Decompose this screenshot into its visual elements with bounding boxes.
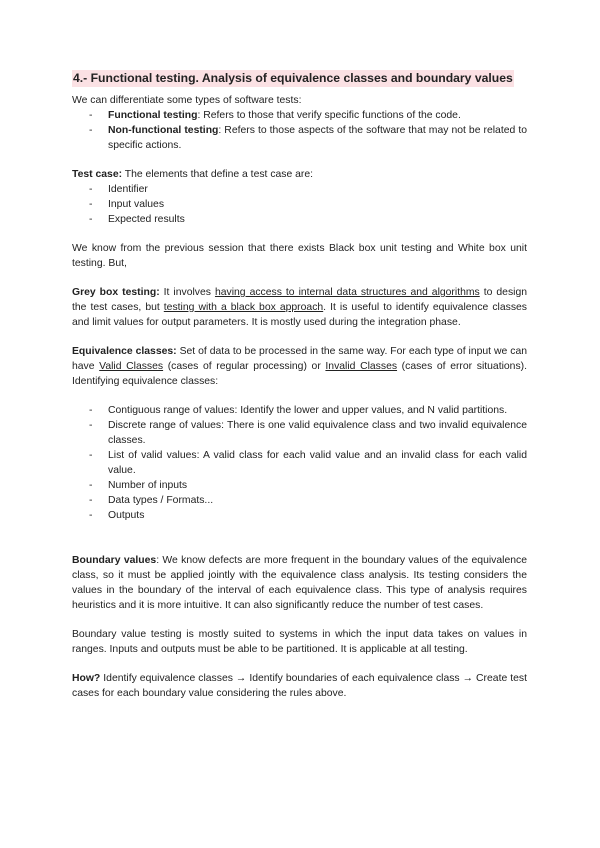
term-test-case: Test case: (72, 169, 123, 180)
invalid-classes-underlined: Invalid Classes (325, 361, 398, 372)
equivalence-list (72, 403, 527, 523)
list-item (72, 478, 527, 493)
boundary-paragraph (72, 553, 527, 613)
list-item (72, 493, 527, 508)
test-types-list (72, 108, 527, 153)
equivalence-text-3: (cases of error situations). Identifying equivalence classes: (72, 361, 528, 387)
how-text: Identify equivalence classes → Identify boundaries of each equivalence class → Create test cases for each boundary value considering the rules above. (72, 673, 527, 699)
list-item (72, 108, 527, 123)
term-equivalence-classes: Equivalence classes: (72, 346, 177, 357)
list-item-text: Outputs (108, 510, 145, 521)
list-item-text: Identifier (108, 184, 148, 195)
list-item (72, 212, 527, 227)
bullet-dash: - (89, 420, 93, 431)
list-item (72, 123, 527, 153)
list-item (72, 418, 527, 448)
document-page (72, 70, 527, 701)
list-item (72, 508, 527, 523)
bullet-dash: - (89, 495, 93, 506)
grey-box-text-2: to design the test cases, but (72, 287, 528, 313)
equivalence-text-2: (cases of regular processing) or (163, 361, 326, 372)
grey-box-text-3: . It is useful to identify equivalence classes and limit values for output parameters. It is mostly used during the integration phase. (72, 302, 527, 328)
how-paragraph (72, 671, 527, 701)
grey-box-underlined-2: testing with a black box approach (163, 302, 324, 313)
list-item-text: Expected results (108, 214, 185, 225)
section-heading: 4.- Functional testing. Analysis of equivalence classes and boundary values (73, 71, 513, 85)
list-item-text: List of valid values: A valid class for each valid value and an invalid class for each valid value. (108, 450, 527, 476)
grey-box-paragraph (72, 285, 527, 330)
list-item-text: Number of inputs (108, 480, 188, 491)
bullet-dash: - (89, 405, 93, 416)
bullet-dash: - (89, 480, 93, 491)
bullet-dash: - (89, 199, 93, 210)
boundary-text: : We know defects are more frequent in the boundary values of the equivalence class, so it must be applied jointly with the equivalence class analysis. Its testing considers the values in the boundary of the interval of each equivalence class. This type of analysis requires heuristics and it is more intuitive. It can also significantly reduce the number of test cases. (72, 555, 527, 611)
list-item-text: Discrete range of values: There is one valid equivalence class and two invalid equivalence classes. (108, 420, 527, 446)
term-non-functional-testing: Non-functional testing (108, 125, 219, 136)
bullet-dash: - (89, 125, 93, 136)
list-item (72, 197, 527, 212)
test-case-text: The elements that define a test case are: (122, 169, 314, 180)
equivalence-paragraph (72, 344, 527, 389)
functional-testing-text: : Refers to those that verify specific functions of the code. (197, 110, 461, 121)
non-functional-testing-text: : Refers to those aspects of the software that may not be related to specific actions. (108, 125, 527, 151)
grey-box-text-1: It involves (159, 287, 215, 298)
black-white-box-paragraph: We know from the previous session that there exists Black box unit testing and White box unit testing. But, (72, 243, 527, 269)
list-item (72, 182, 527, 197)
intro-paragraph: We can differentiate some types of software tests: (72, 95, 302, 106)
bullet-dash: - (89, 214, 93, 225)
term-how: How? (72, 673, 101, 684)
grey-box-underlined-1: having access to internal data structures and algorithms (214, 287, 480, 298)
list-item-text: Contiguous range of values: Identify the lower and upper values, and N valid partitions. (108, 405, 508, 416)
term-grey-box-testing: Grey box testing: (72, 287, 160, 298)
list-item-text: Data types / Formats... (108, 495, 214, 506)
term-functional-testing: Functional testing (108, 110, 198, 121)
bullet-dash: - (89, 510, 93, 521)
test-case-list (72, 182, 527, 227)
bullet-dash: - (89, 184, 93, 195)
list-item (72, 448, 527, 478)
bullet-dash: - (89, 450, 93, 461)
equivalence-text-1: Set of data to be processed in the same way. For each type of input we can have (72, 346, 528, 372)
list-item (72, 403, 527, 418)
list-item-text: Input values (108, 199, 165, 210)
test-case-paragraph (72, 167, 527, 182)
valid-classes-underlined: Valid Classes (99, 361, 164, 372)
term-boundary-values: Boundary values (72, 555, 157, 566)
bullet-dash: - (89, 110, 93, 121)
boundary-usage-paragraph: Boundary value testing is mostly suited to systems in which the input data takes on values in ranges. Inputs and outputs must be able to be partitioned. It is applicable at all testing. (72, 629, 527, 655)
